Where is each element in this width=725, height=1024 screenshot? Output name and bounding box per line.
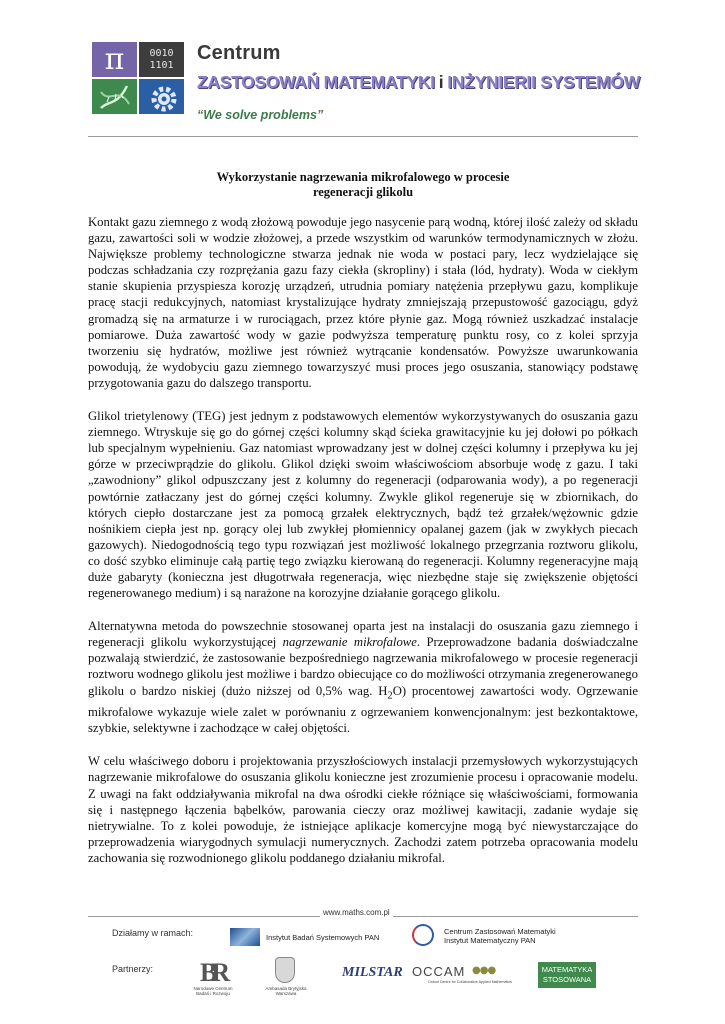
ms-line-1: MATEMATYKA: [541, 965, 593, 974]
ncbr-name: [188, 986, 238, 996]
czm-line-1: Centrum Zastosowań Matematyki: [444, 927, 556, 936]
matematyka-stosowana-logo: [538, 962, 596, 988]
czm-line-2: Instytut Matematyczny PAN: [444, 936, 536, 945]
occam-subtitle: Oxford Centre for Collaborative Applied Mathematics: [428, 980, 512, 984]
gear-icon: [139, 79, 184, 114]
slogan: “We solve problems”: [197, 108, 324, 122]
brand-centrum: Centrum: [197, 42, 281, 64]
paragraph-3: [88, 618, 638, 736]
footer-dzialamy-label: Działamy w ramach:: [112, 928, 194, 938]
ncbr-line-1: Narodowe Centrum: [193, 986, 233, 991]
paragraph-1: Kontakt gazu ziemnego z wodą złożową powoduje jego nasycenie parą wodną, której ilość zależy od składu gazu, zawartości soli w wodzie złożowej, a przede wszystkim od warunków termodynamicznych w złożu. Największe problemy technologiczne stwarza jednak nie woda w postaci pary, lecz wydzielające się podczas schładzania czy rozprężania gazu fazy ciekła (skropliny) i stała (lód, hydraty). Woda w ciekłym stanie skupienia przyspiesza korozję urządzeń, utrudnia pomiary natężenia przepływu gazu, komplikuje pracę stacji redukcyjnych, natomiast krystalizujące hydraty zmniejszają przepustowość gazociągu, gdyż gromadzą się na armaturze i w rurociągach, przez które płynie gaz. Mogą również uszkadzać instalacje pomiarowe. Duża zawartość wody w gazie podwyższa temperaturę punktu rosy, co z kolei sprzyja tworzeniu się hydratów, możliwe jest również wytrącanie kondensatów. Powyższe uwarunkowania powodują, że wydobyciu gazu ziemnego towarzyszyć musi proces jego osuszania, stanowiący podstawę przygotowania gazu do dalszego transportu.: [88, 215, 638, 390]
embassy-name: [262, 986, 310, 996]
document-title: [88, 170, 638, 200]
dna-helix-icon: [92, 79, 137, 114]
footer-partnerzy-label: Partnerzy:: [112, 964, 154, 974]
header-divider: [88, 136, 638, 137]
ibs-pan-logo-icon: [230, 928, 260, 946]
occam-logo: OCCAM: [412, 964, 466, 979]
paragraph-4: W celu właściwego doboru i projektowania przyszłościowych instalacji przemysłowych wykorzystujących nagrzewanie mikrofalowe do osuszania glikolu konieczne jest zrozumienie procesu i opracowanie modelu. Z uwagi na fakt oddziaływania mikrofal na dwa ośrodki ciekłe różniące się właściwościami, formowania się i następnego łączenia bąbelków, parowania cieczy oraz możliwej kawitacji, zadanie wydaje się nietrywialne. To z kolei powoduje, że istniejące aplikacje komercyjne mogą być niewystarczające do przeprowadzenia wiarygodnych symulacji numerycznych. Zachodzi zatem potrzeba opracowania modelu zachowania się rozwodnionego glikolu poddanego działaniu mikrofal.: [88, 754, 638, 865]
crest-icon: [275, 957, 295, 983]
brand-title-i: i: [438, 72, 444, 92]
brand-title: [197, 72, 640, 93]
czm-name: [444, 927, 556, 945]
ncbr-line-2: Badań i Rozwoju: [196, 991, 230, 996]
paragraph-3-subscript: 2: [387, 690, 393, 702]
ncbr-logo: BR: [200, 958, 225, 987]
paragraph-3-part-b: . Przeprowadzone badania doświadczalne pozwalają stwierdzić, że zastosowanie bezpośredniego nagrzewania mikrofalowego w procesie regeneracji roztworu wodnego glikolu jest możliwe i bardzo obiecujące co do możliwości otrzymania zregenerowanego glikolu o bardzo niskiej (dużo niższej od 0,5% wag. H: [88, 635, 638, 698]
occam-dots-icon: ●●●: [472, 965, 496, 976]
pi-symbol: π: [92, 42, 137, 77]
embassy-line-2: Warszawa: [275, 991, 297, 996]
binary-top: 0010: [149, 47, 174, 59]
ibs-pan-name: Instytut Badań Systemowych PAN: [266, 933, 380, 942]
title-line-1: Wykorzystanie nagrzewania mikrofalowego w procesie: [216, 170, 510, 184]
footer-url[interactable]: www.maths.com.pl: [320, 908, 393, 917]
document-body: [88, 214, 638, 866]
ms-line-2: STOSOWANA: [542, 975, 592, 984]
page-header: [92, 42, 640, 134]
embassy-line-1: Ambasada Brytyjska: [265, 986, 307, 991]
brand-title-part1: ZASTOSOWAŃ MATEMATYKI: [197, 72, 435, 92]
paragraph-3-part-a: Alternatywna metoda do powszechnie stosowanej oparta jest na instalacji do osuszania gazu ziemnego i regeneracji glikolu wykorzystującej: [88, 619, 638, 650]
paragraph-3-italic: nagrzewanie mikrofalowe: [282, 635, 417, 650]
milstar-logo: MILSTAR: [342, 965, 403, 980]
paragraph-2: Glikol trietylenowy (TEG) jest jednym z podstawowych elementów wykorzystywanych do osuszania gazu ziemnego. Wtryskuje się go do górnej części kolumny skąd ścieka grawitacyjnie ku jej dołowi po półkach lub specjalnym wypełnieniu. Gaz natomiast wprowadzany jest w dolnej części kolumny i przepływa ku jej górze w przeciwprądzie do glikolu. Glikol dzięki swoim właściwościom absorbuje wodę z gazu. I taki „zawodniony” glikol odpuszczany jest z kolumny do regeneracji (odparowania wody), a po regeneracji powtórnie zatłaczany jest do górnej części kolumny. Zwykle glikol regeneruje się w zbiornikach, do których ciepło dostarczane jest za pomocą grzałek elektrycznych, bądź też grzałek/wężownic gdzie nośnikiem ciepła jest np. gorący olej lub zwykłej płomiennicy opalanej gazem (jak w zwykłych piecach gazowych). Niedogodnością tego typu rozwiązań jest możliwość lokalnego przegrzania roztworu glikolu, co dość szybko eliminuje całą partię tego związku kierowaną do regeneracji. Kolumny regeneracyjne mają duże gabaryty (konieczna jest długotrwała regeneracja, więc niezbędne staje się zwiększenie objętości regenerowanego medium) i są narażone na korozyjne działanie gorącego glikolu.: [88, 409, 638, 601]
brand-title-part2: INŻYNIERII SYSTEMÓW: [447, 72, 640, 92]
binary-bottom: 1101: [149, 59, 174, 71]
czm-logo-icon: [412, 924, 434, 946]
organization-logo: [92, 42, 184, 114]
binary-tile: [139, 42, 184, 77]
paragraph-3-part-c: O) procentowej zawartości wody. Ogrzewanie mikrofalowe wykazuje wiele zalet w porównaniu z ogrzewaniem konwencjonalnym: jest bezkontaktowe, szybkie, selektywne i zachodzące w całej objętości.: [88, 683, 638, 736]
title-line-2: regeneracji glikolu: [312, 185, 414, 199]
